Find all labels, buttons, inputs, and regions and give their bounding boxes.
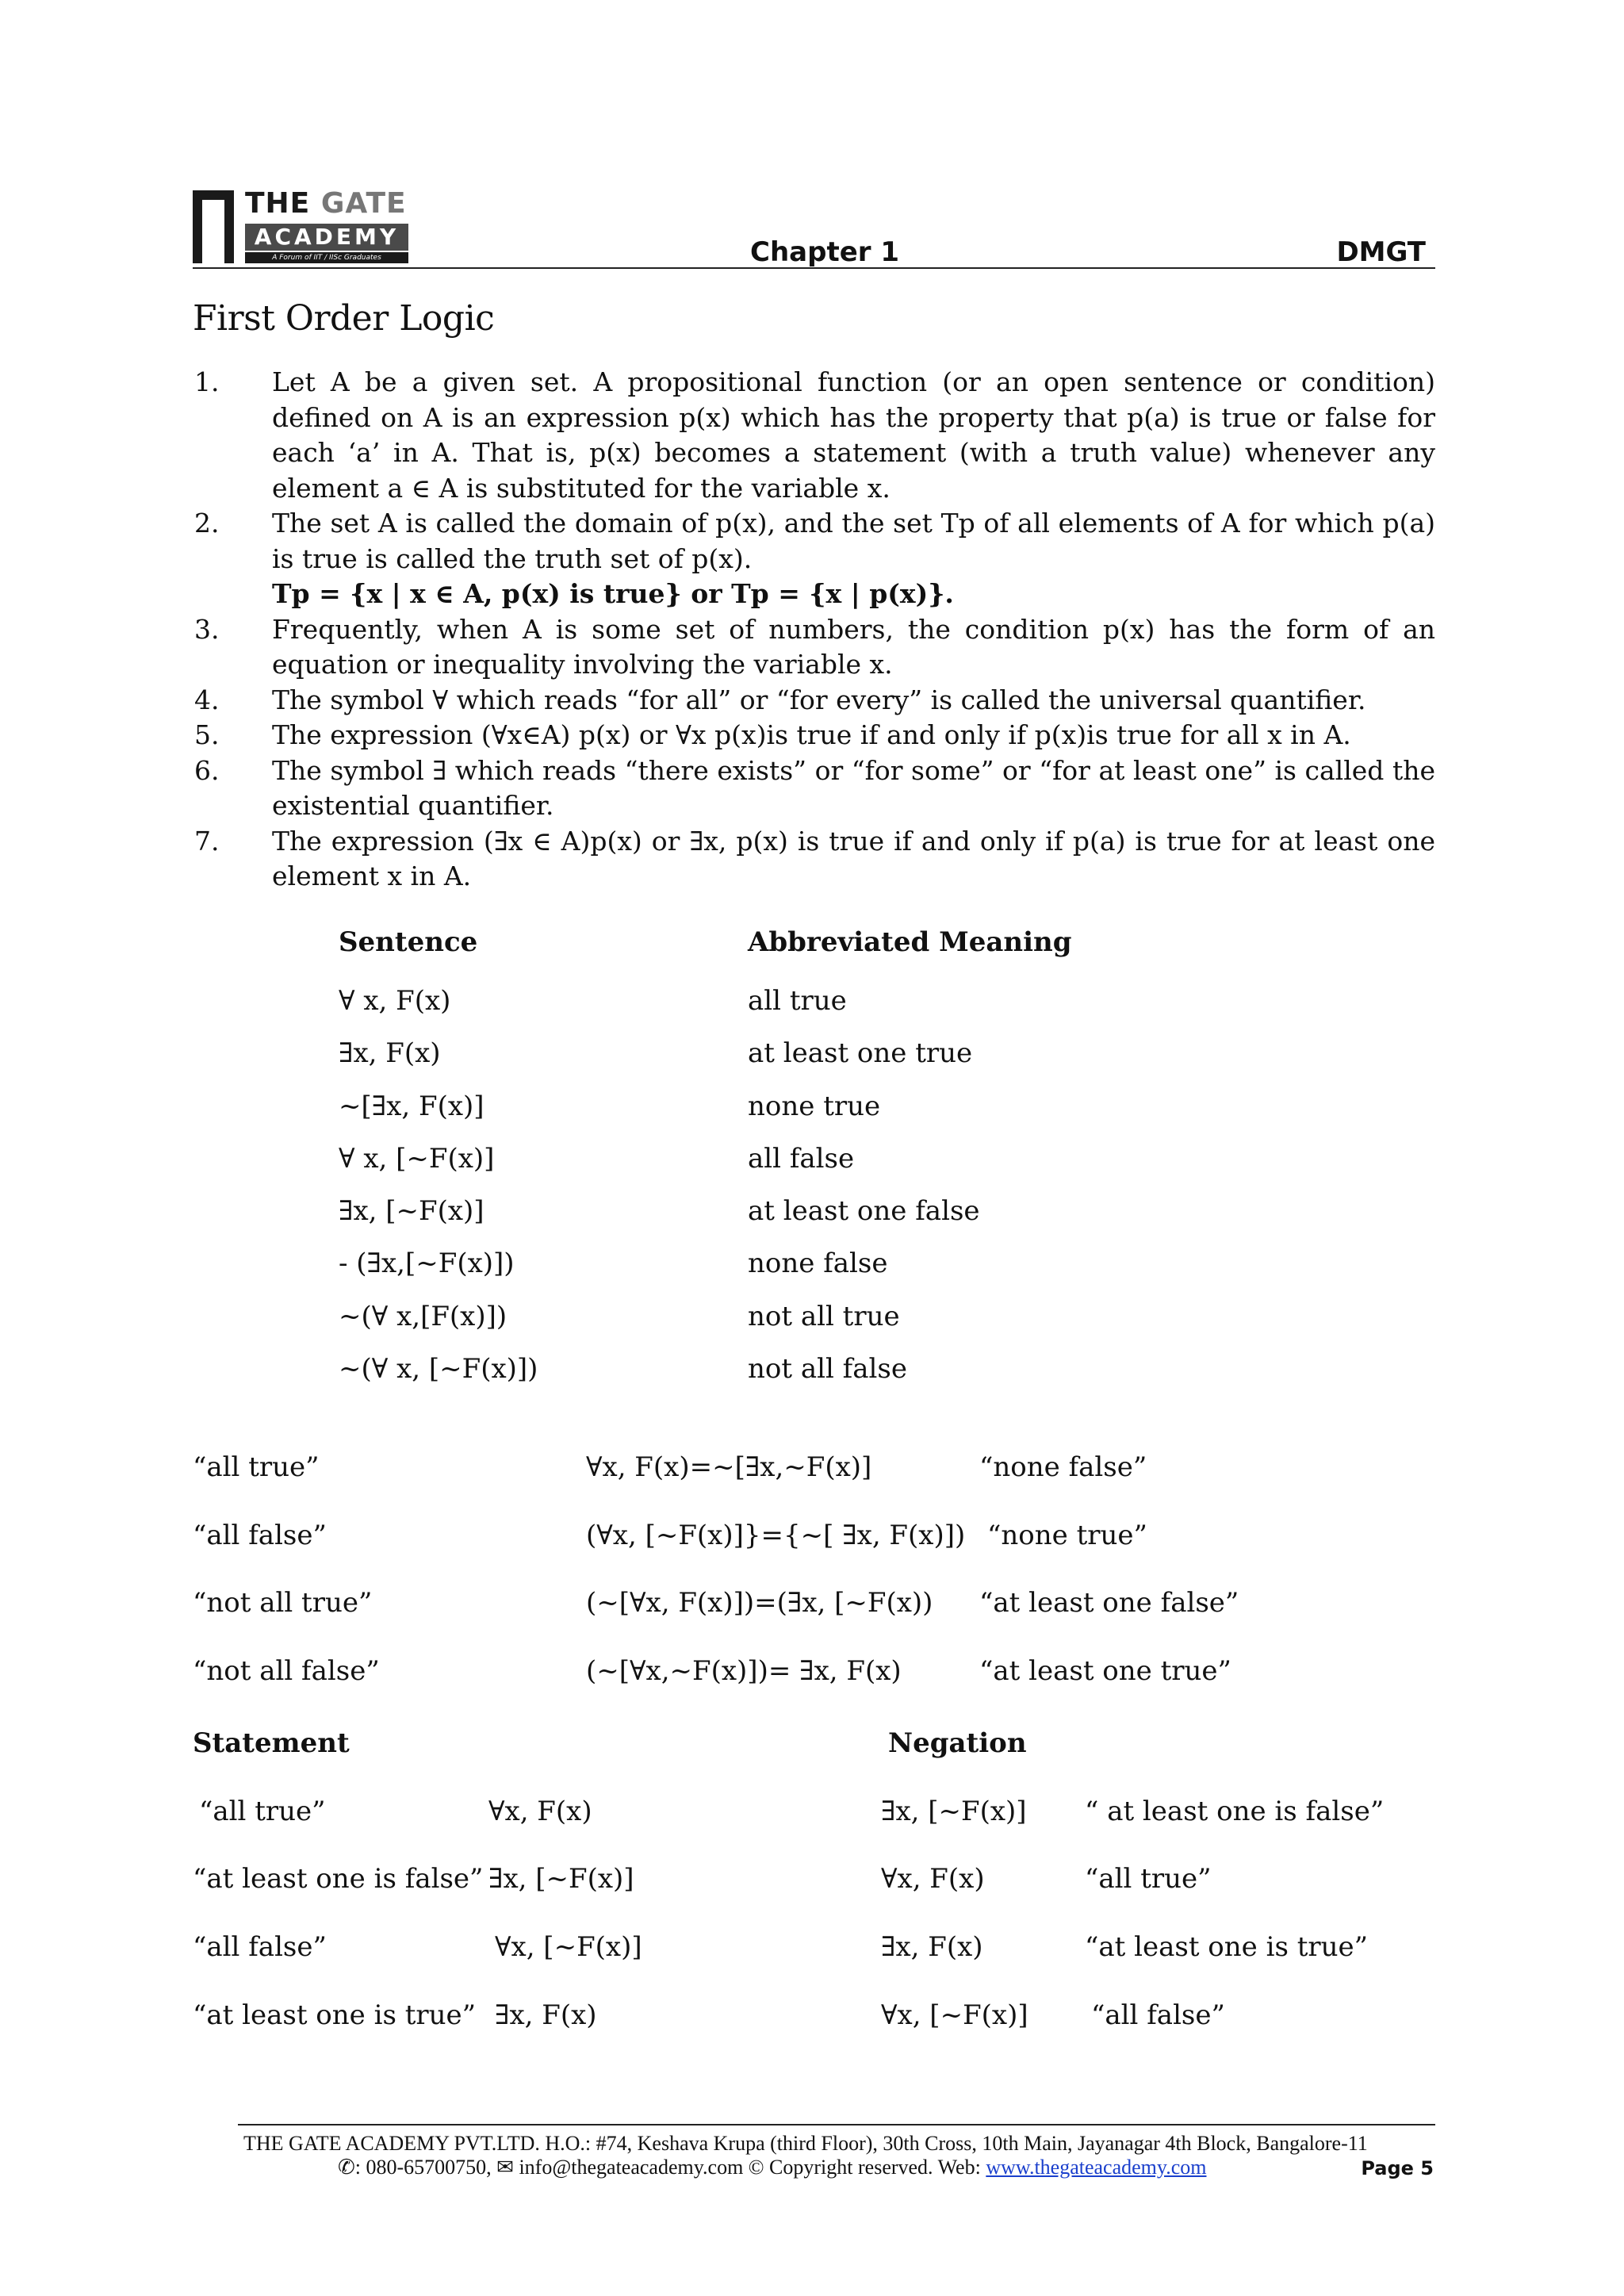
statement-phrase-cell: “at least one is false” — [193, 1863, 484, 1895]
statement-phrase-cell: “at least one is true” — [193, 1999, 477, 2031]
sentence-cell: - (∃x,[~F(x)]) — [339, 1248, 515, 1280]
column-header-statement: Statement — [193, 1727, 350, 1759]
sentence-cell: ~[∃x, F(x)] — [339, 1090, 485, 1122]
column-header-meaning: Abbreviated Meaning — [748, 926, 1072, 958]
item-number: 6. — [194, 754, 220, 786]
equivalence-cell: (~[∀x,~F(x)])= ∃x, F(x) — [586, 1655, 902, 1688]
meaning-cell: all true — [748, 985, 847, 1017]
sentence-cell: ~(∀ x, [~F(x)]) — [339, 1353, 538, 1386]
meaning-cell: none true — [748, 1090, 881, 1122]
item-text: Let A be a given set. A propositional function (or an open sentence or condition) defined on A is an expression p(x) which has the property that p(a) is true or false for each ‘a’ in A. That is, p(x) becomes a statement (with a truth value) whenever any element a ∈ A is substituted for the variable x. — [272, 366, 1435, 504]
statement-formula-cell: ∃x, F(x) — [495, 1999, 597, 2031]
statement-phrase-cell: “all true” — [199, 1795, 326, 1827]
truth-set-formula: Tp = {x | x ∈ A, p(x) is true} or Tp = {x | p(x)}. — [272, 578, 954, 609]
logo-the: THE — [245, 187, 311, 220]
sentence-cell: ∃x, F(x) — [339, 1037, 441, 1070]
meaning-cell: at least one true — [748, 1037, 973, 1070]
page-header — [193, 187, 1435, 270]
item-number: 5. — [194, 719, 220, 750]
negation-phrase-cell: “all false” — [1091, 1999, 1225, 2031]
logo-bracket-icon — [193, 190, 234, 263]
logo-gate: GATE — [320, 187, 407, 220]
academy-logo — [193, 187, 415, 266]
equivalence-cell: ∀x, F(x)=~[∃x,~F(x)] — [586, 1451, 872, 1483]
header-divider — [193, 267, 1435, 269]
meaning-cell: all false — [748, 1142, 855, 1175]
list-item — [193, 612, 1435, 683]
list-item — [193, 683, 1435, 719]
statement-formula-cell: ∀x, [~F(x)] — [495, 1931, 642, 1964]
list-item — [193, 506, 1435, 612]
negation-phrase-cell: “all true” — [1085, 1863, 1212, 1895]
negation-formula-cell: ∀x, [~F(x)] — [881, 1999, 1028, 2031]
negation-formula-cell: ∃x, [~F(x)] — [881, 1795, 1027, 1827]
phrase-cell: “not all true” — [193, 1587, 373, 1619]
list-item — [193, 718, 1435, 753]
subject-label: DMGT — [1336, 236, 1426, 268]
chapter-label: Chapter 1 — [750, 236, 900, 268]
phrase-cell: “at least one false” — [979, 1587, 1239, 1619]
phrase-cell: “all false” — [193, 1519, 327, 1551]
sentence-cell: ~(∀ x,[F(x)]) — [339, 1300, 508, 1332]
negation-formula-cell: ∀x, F(x) — [881, 1863, 985, 1895]
footer-divider — [238, 2124, 1435, 2125]
item-number: 1. — [194, 366, 220, 397]
footer-address: THE GATE ACADEMY PVT.LTD. H.O.: #74, Keshava Krupa (third Floor), 30th Cross, 10th Main, Jayanagar 4th Block, Bangalore-11 — [243, 2132, 1368, 2155]
negation-phrase-cell: “ at least one is false” — [1085, 1795, 1385, 1827]
phrase-cell: “not all false” — [193, 1655, 380, 1688]
item-number: 3. — [194, 613, 220, 645]
item-text: The expression (∀x∈A) p(x) or ∀x p(x)is true if and only if p(x)is true for all x in A. — [272, 719, 1351, 750]
item-text: The expression (∃x ∈ A)p(x) or ∃x, p(x) is true if and only if p(a) is true for at least one element x in A. — [272, 825, 1435, 891]
statement-formula-cell: ∀x, F(x) — [488, 1795, 592, 1827]
list-item — [193, 753, 1435, 824]
meaning-cell: not all true — [748, 1300, 900, 1332]
footer-contact-text: ✆: 080-65700750, ✉ info@thegateacademy.com © Copyright reserved. Web: — [338, 2156, 986, 2179]
meaning-cell: not all false — [748, 1353, 907, 1386]
column-header-sentence: Sentence — [339, 926, 478, 958]
sentence-cell: ∀ x, F(x) — [339, 985, 451, 1017]
definition-list — [193, 365, 1435, 895]
equivalence-cell: (~[∀x, F(x)])=(∃x, [~F(x)) — [586, 1587, 933, 1619]
phrase-cell: “none false” — [979, 1451, 1147, 1483]
phrase-cell: “all true” — [193, 1451, 320, 1483]
footer-contact — [338, 2156, 1206, 2179]
meaning-cell: at least one false — [748, 1195, 980, 1228]
page-number: Page 5 — [1361, 2157, 1434, 2179]
page-title: First Order Logic — [193, 298, 495, 339]
equivalence-cell: (∀x, [~F(x)]}={~[ ∃x, F(x)]) — [586, 1519, 966, 1551]
item-number: 7. — [194, 825, 220, 857]
logo-tagline: A Forum of IIT / IISc Graduates — [245, 252, 408, 263]
item-text: The symbol ∃ which reads “there exists” or “for some” or “for at least one” is called the existential quantifier. — [272, 754, 1435, 821]
statement-phrase-cell: “all false” — [193, 1931, 327, 1964]
column-header-negation: Negation — [888, 1727, 1027, 1759]
website-link[interactable]: www.thegateacademy.com — [986, 2156, 1207, 2179]
item-number: 2. — [194, 508, 220, 539]
item-text: Frequently, when A is some set of numbers, the condition p(x) has the form of an equation or inequality involving the variable x. — [272, 613, 1435, 680]
sentence-cell: ∀ x, [~F(x)] — [339, 1142, 495, 1175]
phrase-cell: “none true” — [987, 1519, 1147, 1551]
negation-formula-cell: ∃x, F(x) — [881, 1931, 983, 1964]
item-number: 4. — [194, 684, 220, 715]
logo-academy: ACADEMY — [245, 224, 408, 251]
item-text: The set A is called the domain of p(x), and the set Tp of all elements of A for which p(a) is true is called the truth set of p(x). — [272, 508, 1435, 574]
item-text: The symbol ∀ which reads “for all” or “for every” is called the universal quantifier. — [272, 684, 1366, 715]
list-item — [193, 365, 1435, 506]
phrase-cell: “at least one true” — [979, 1655, 1231, 1688]
list-item — [193, 824, 1435, 895]
negation-phrase-cell: “at least one is true” — [1085, 1931, 1369, 1964]
meaning-cell: none false — [748, 1248, 888, 1280]
statement-formula-cell: ∃x, [~F(x)] — [488, 1863, 634, 1895]
sentence-cell: ∃x, [~F(x)] — [339, 1195, 485, 1228]
